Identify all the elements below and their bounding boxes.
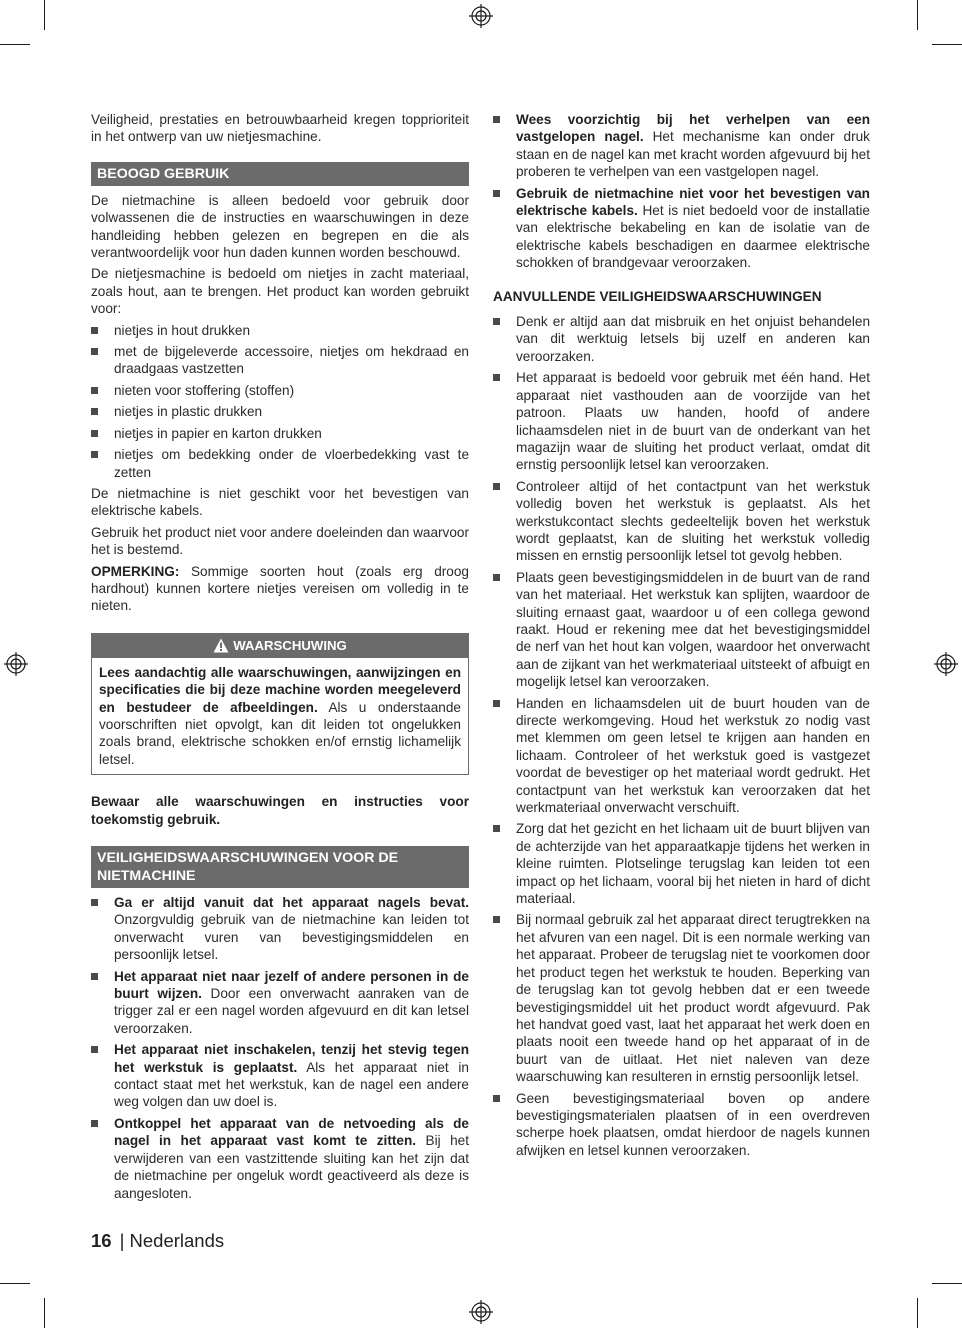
bullet-icon [91,451,98,458]
bullet-icon [91,899,98,906]
right-column [493,111,870,1163]
intro-paragraph: Veiligheid, prestaties en betrouwbaarheid kregen topprioriteit in het ontwerp van uw nietjesmachine. [91,112,469,145]
safety-warnings-list [91,894,469,1202]
crop-mark [932,44,962,45]
list-item: met de bijgeleverde accessoire, nietjes om hekdraad en draadgaas vastzetten [91,343,469,378]
bullet-icon [493,374,500,381]
bullet-icon [493,574,500,581]
bullet-icon [91,327,98,334]
bullet-icon [493,190,500,197]
list-item: Het apparaat niet naar jezelf of andere personen in de buurt wijzen. Door een onverwacht aanraken van de trigger zal er een nagel worden afgevuurd en dit kan letsel veroorzaken. [91,968,469,1038]
list-item: Het apparaat is bedoeld voor gebruik met één hand. Het apparaat niet vasthouden aan de voorzijde van het patroon. Plaats uw handen, hoofd of andere lichaamsdelen niet in de buurt van de onderkant van het magazijn waar de sluiting het product verlaat, omdat dit ernstig persoonlijk letsel kan veroorzaken. [493,369,870,473]
crop-mark [917,1298,918,1328]
page-footer [91,1230,224,1252]
registration-mark-icon [934,652,958,676]
bullet-icon [493,1095,500,1102]
bullet-icon [91,973,98,980]
list-item: Handen en lichaamsdelen uit de buurt houden van de directe werkomgeving. Houd het werkstuk zo nodig vast met klemmen om geen letsel te krijgen aan handen en lichaam. Controleer of het werkstuk goed is vastgezet voordat de bevestiger op het materiaal wordt gedrukt. Het contactpunt van het werkstuk kan veroorzaken dat het werkmateriaal onverwacht verschuift. [493,695,870,817]
crop-mark [0,44,30,45]
list-item: Het apparaat niet inschakelen, tenzij het stevig tegen het werkstuk is geplaatst. Als het apparaat niet in contact staat met het werkstuk, kan de nagel een andere weg volgen dan uw doel is. [91,1041,469,1111]
intended-use-list [91,322,469,481]
bullet-icon [91,1120,98,1127]
bullet-icon [493,825,500,832]
bullet-icon [91,1046,98,1053]
note-label: OPMERKING: [91,563,180,579]
crop-mark [44,0,45,30]
warning-triangle-icon [213,638,229,653]
registration-mark-icon [4,652,28,676]
bullet-icon [91,408,98,415]
warning-header: WAARSCHUWING [92,634,468,658]
note-paragraph: OPMERKING: Sommige soorten hout (zoals erg droog hardhout) kunnen kortere nietjes vereisen om volledig in te nieten. [91,563,469,614]
list-item: nietjes in papier en karton drukken [91,425,469,442]
registration-mark-icon [469,4,493,28]
bullet-icon [493,916,500,923]
bullet-icon [91,348,98,355]
list-item: nieten voor stoffering (stoffen) [91,382,469,399]
crop-mark [0,1283,30,1284]
paragraph: De nietjesmachine is bedoeld om nietjes in zacht materiaal, zoals hout, aan te brengen. Het product kan worden gebruikt voor: [91,266,469,317]
warning-body: Lees aandachtig alle waarschuwingen, aanwijzingen en specificaties die bij deze machine worden meegeleverd en bestudeer de afbeeldingen. Als u onderstaande voorschriften niet opvolgt, kan dit leiden tot ongelukken zoals brand, elektrische schokken en/of ernstig lichamelijk letsel. [99,664,461,767]
bullet-icon [493,318,500,325]
crop-mark [44,1298,45,1328]
bullet-icon [91,387,98,394]
bullet-icon [493,116,500,123]
paragraph: De nietmachine is alleen bedoeld voor gebruik door volwassenen die de instructies en waarschuwingen in deze handleiding hebben gelezen en begrepen en die als verantwoordelijk voor hun daden kunnen worden beschouwd. [91,192,469,261]
additional-warnings-list [493,313,870,1159]
left-column [91,111,469,1206]
list-item: nietjes in hout drukken [91,322,469,339]
crop-mark [917,0,918,30]
list-item: Zorg dat het gezicht en het lichaam uit de buurt blijven van de achterzijde van het apparaatkapje tijdens het werken in kleine ruimten. Plotselinge terugslag kan leiden tot een impact op het lichaam, vooral bij het nieten in hard of dicht materiaal. [493,820,870,907]
list-item: Wees voorzichtig bij het verhelpen van een vastgelopen nagel. Het mechanisme kan onder druk staan en de nagel kan met kracht worden afgevuurd bij het proberen te verhelpen van een vastgelopen nagel. [493,111,870,181]
paragraph: De nietmachine is niet geschikt voor het bevestigen van elektrische kabels. [91,485,469,519]
warning-box [91,633,469,775]
list-item: nietjes om bedekking onder de vloerbedekking vast te zetten [91,446,469,481]
bullet-icon [493,483,500,490]
bullet-icon [493,700,500,707]
list-item: Controleer altijd of het contactpunt van het werkstuk volledig boven het werkstuk is geplaatst. Als het werkstukcontact slechts gedeeltelijk boven het werkstuk wordt geplaatst, kan de sluiting het werkstuk volledig missen en ernstig persoonlijk letsel tot gevolg hebben. [493,478,870,565]
list-item: Geen bevestigingsmateriaal boven op andere bevestigingsmaterialen plaatsen of in een overdreven scherpe hoek plaatsen, omdat hierdoor de nagels kunnen afwijken en letsel kunnen veroorzaken. [493,1090,870,1160]
bullet-icon [91,430,98,437]
registration-mark-icon [469,1300,493,1324]
section-heading-safety-warnings: VEILIGHEIDSWAARSCHUWINGEN VOOR DE NIETMACHINE [91,846,469,888]
list-item: nietjes in plastic drukken [91,403,469,420]
keep-instructions: Bewaar alle waarschuwingen en instructies voor toekomstig gebruik. [91,794,469,827]
safety-warnings-list-continued [493,111,870,272]
paragraph: Gebruik het product niet voor andere doeleinden dan waarvoor het is bestemd. [91,524,469,558]
list-item: Plaats geen bevestigingsmiddelen in de buurt van de rand van het materiaal. Het werkstuk kan splijten, waardoor de sluiting ernaast gaat, waardoor u of een collega gewond raakt. Houd er rekening mee dat het bevestigingsmiddel de nerf van het hout kan volgen, waardoor het onverwacht aan de zijkant van het werkmateriaal uitsteekt of afbuigt en mogelijk letsel kan veroorzaken. [493,569,870,691]
list-item: Denk er altijd aan dat misbruik en het onjuist behandelen van dit werktuig letsels bij uzelf en anderen kan veroorzaken. [493,313,870,365]
list-item: Ga er altijd vanuit dat het apparaat nagels bevat. Onzorgvuldig gebruik van de nietmachine kan leiden tot onverwacht vuren van bevestigingsmiddelen en persoonlijk letsel. [91,894,469,964]
page-number: 16 [91,1230,112,1251]
footer-language: | Nederlands [119,1230,225,1251]
list-item: Bij normaal gebruik zal het apparaat direct terugtrekken na het afvuren van een nagel. Dit is een normale werking van het apparaat. Probeer de terugslag niet te voorkomen door het product tegen het werkstuk te houden. Beperking van de terugslag kan tot gevolg hebben dat er een tweede bevestigingsmiddel uit het product wordt afgevuurd. Pak het handvat goed vast, laat het apparaat het werk doen en plaats nooit een tweede hand op het apparaat of in de buurt van de uitlaat. Het niet naleven van deze waarschuwing kan resulteren in ernstig persoonlijk letsel. [493,911,870,1085]
list-item: Ontkoppel het apparaat van de netvoeding als de nagel in het apparaat vast komt te zitten. Bij het verwijderen van een vastzittende sluiting kan het zijn dat de nietmachine per ongeluk wordt geactiveerd als deze is aangesloten. [91,1115,469,1202]
section-heading-additional-warnings: AANVULLENDE VEILIGHEIDSWAARSCHUWINGEN [493,288,822,304]
list-item: Gebruik de nietmachine niet voor het bevestigen van elektrische kabels. Het is niet bedoeld voor de installatie van elektrische bekabeling en kan de isolatie van de elektrische kabels beschadigen en daarmee elektrische schokken of brandgevaar veroorzaken. [493,185,870,272]
crop-mark [932,1283,962,1284]
section-heading-intended-use: BEOOGD GEBRUIK [91,162,469,186]
